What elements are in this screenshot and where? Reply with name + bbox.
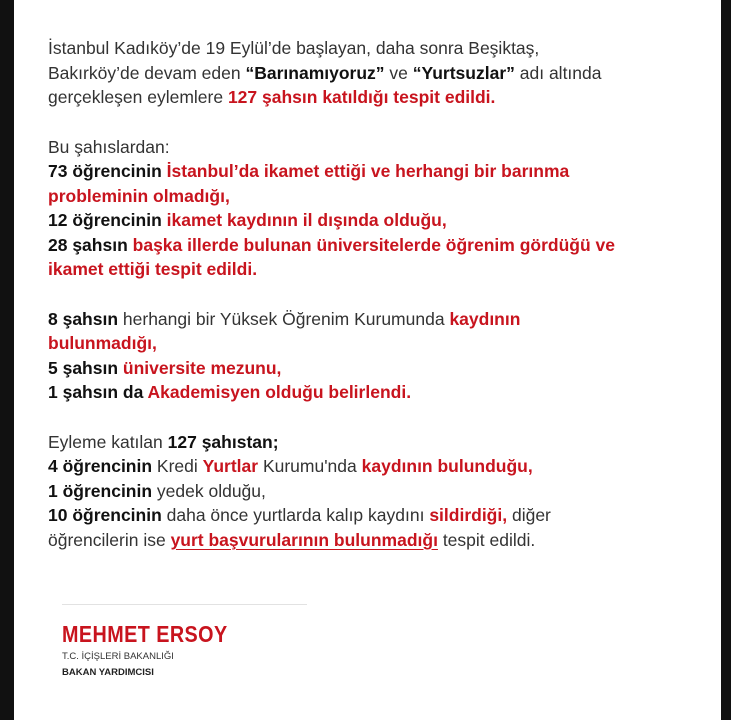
text-line [48, 36, 708, 61]
count-text: 127 şahıstan; [167, 431, 279, 452]
text-line [48, 528, 708, 553]
text-line [48, 208, 708, 233]
text-span: Kredi [152, 456, 203, 476]
text-line [48, 454, 708, 479]
text-span: öğrencilerin ise [48, 529, 171, 550]
highlight-text: ikamet kaydının il dışında olduğu, [166, 210, 447, 230]
count-text: 12 öğrencinin [48, 210, 167, 230]
highlight-text: kaydının [449, 308, 521, 329]
text-span: Bu şahıslardan: [48, 136, 170, 157]
text-line [48, 85, 708, 110]
underlined-highlight-text: yurt başvurularının bulunmadığı [170, 529, 438, 550]
signatory-name: MEHMET ERSOY [62, 621, 228, 647]
text-span: tespit edildi. [437, 529, 536, 550]
highlight-text: başka illerde bulunan üniversitelerde öğrenim gördüğü ve [132, 234, 615, 255]
left-frame-border [0, 0, 14, 720]
highlight-text: ikamet ettiği tespit edildi. [48, 259, 258, 279]
highlight-text: kaydının bulunduğu, [361, 456, 533, 476]
highlight-text: sildirdiği, [429, 505, 508, 525]
count-text: 1 öğrencinin [48, 480, 153, 501]
highlight-text: bulunmadığı, [48, 333, 157, 353]
text-span: adı altında [514, 62, 602, 83]
text-line [48, 331, 708, 356]
statement-body [48, 36, 708, 577]
count-text: 4 öğrencinin [48, 456, 153, 476]
paragraph-breakdown [48, 135, 708, 282]
text-span: daha önce yurtlarda kalıp kaydını [161, 505, 430, 525]
highlight-text: Akademisyen olduğu belirlendi. [147, 382, 412, 402]
text-line [48, 135, 708, 160]
paragraph-intro [48, 36, 708, 110]
quote-barinamiyoruz: “Barınamıyoruz” [245, 62, 385, 83]
text-span: diğer [507, 505, 551, 525]
text-span: Kurumu'nda [258, 456, 362, 476]
paragraph-education-status [48, 307, 708, 405]
quote-yurtsuzlar: “Yurtsuzlar” [412, 62, 515, 83]
text-span: gerçekleşen eylemlere [48, 87, 228, 107]
signature-block [62, 604, 307, 679]
statement-card [14, 0, 721, 720]
text-span: Bakırköy’de devam eden [48, 62, 246, 83]
signatory-organization: T.C. İÇİŞLERİ BAKANLIĞI [62, 651, 174, 662]
text-span: herhangi bir Yüksek Öğrenim Kurumunda [118, 308, 450, 329]
count-text: 1 şahsın da [48, 382, 148, 402]
right-frame-border [721, 0, 731, 720]
text-span: ve [384, 62, 413, 83]
text-line [48, 307, 708, 332]
text-span: yedek olduğu, [152, 480, 266, 501]
highlight-text: Yurtlar [202, 456, 259, 476]
signatory-title: BAKAN YARDIMCISI [62, 667, 154, 678]
text-line [48, 356, 708, 381]
paragraph-dormitory-status [48, 430, 708, 553]
count-text: 8 şahsın [48, 308, 119, 329]
highlight-text: probleminin olmadığı, [48, 185, 230, 206]
text-span: İstanbul Kadıköy’de 19 Eylül’de başlayan, daha sonra Beşiktaş, [48, 38, 540, 58]
count-text: 10 öğrencinin [48, 505, 162, 525]
count-text: 73 öğrencinin [48, 161, 167, 181]
text-line [48, 233, 708, 258]
text-line [48, 159, 708, 184]
text-line [48, 257, 708, 282]
highlight-text: 127 şahsın katıldığı tespit edildi. [227, 87, 496, 107]
text-line [48, 430, 708, 455]
text-line [48, 479, 708, 504]
highlight-text: üniversite mezunu, [122, 357, 282, 378]
text-line [48, 184, 708, 209]
highlight-text: İstanbul’da ikamet ettiği ve herhangi bir barınma [166, 161, 570, 181]
signature-divider [62, 604, 307, 605]
text-line [48, 380, 708, 405]
text-line [48, 503, 708, 528]
count-text: 28 şahsın [48, 234, 133, 255]
text-line [48, 61, 708, 86]
count-text: 5 şahsın [48, 357, 123, 378]
text-span: Eyleme katılan [48, 431, 168, 452]
